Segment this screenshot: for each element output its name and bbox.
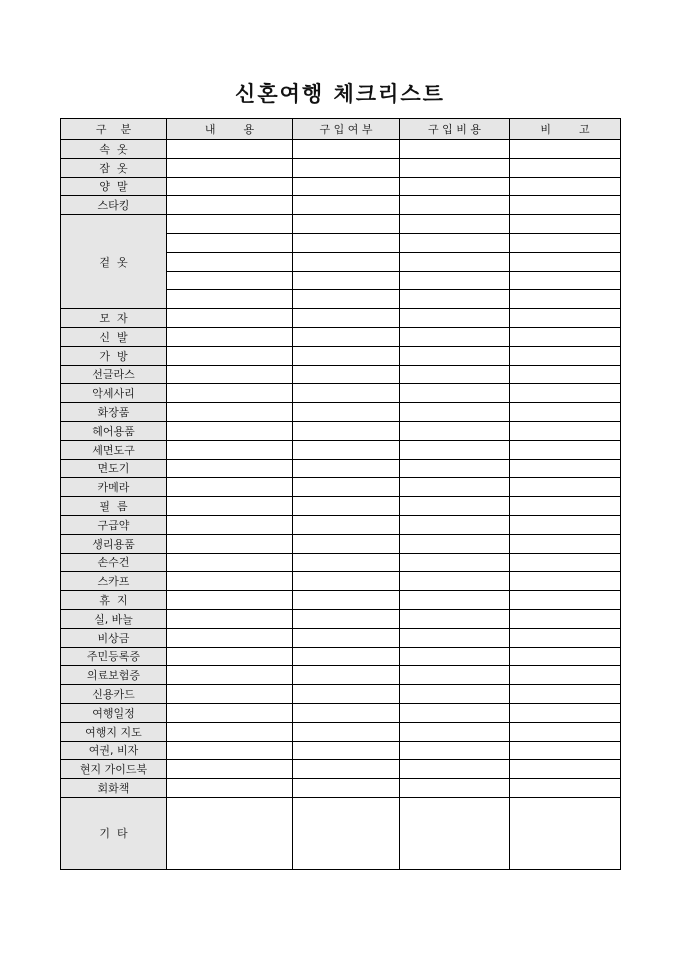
content-cell[interactable] <box>167 647 293 666</box>
notes-cell[interactable] <box>510 534 621 553</box>
notes-cell[interactable] <box>510 685 621 704</box>
cost-cell[interactable] <box>400 177 510 196</box>
notes-cell[interactable] <box>510 215 621 234</box>
header-cost: 구 입 비 용 <box>400 119 510 140</box>
purchased-cell[interactable] <box>293 685 400 704</box>
cost-cell[interactable] <box>400 760 510 779</box>
cost-cell[interactable] <box>400 252 510 271</box>
category-label: 악세사리 <box>61 384 167 403</box>
category-label: 양 말 <box>61 177 167 196</box>
purchased-cell[interactable] <box>293 158 400 177</box>
table-row <box>61 215 621 234</box>
cost-cell[interactable] <box>400 327 510 346</box>
content-cell[interactable] <box>167 497 293 516</box>
content-cell[interactable] <box>167 271 293 290</box>
table-row <box>61 403 621 422</box>
category-label: 가 방 <box>61 346 167 365</box>
notes-cell[interactable] <box>510 365 621 384</box>
content-cell[interactable] <box>167 177 293 196</box>
notes-cell[interactable] <box>510 327 621 346</box>
cost-cell[interactable] <box>400 440 510 459</box>
notes-cell[interactable] <box>510 290 621 309</box>
header-category: 구 분 <box>61 119 167 140</box>
cost-cell[interactable] <box>400 215 510 234</box>
purchased-cell[interactable] <box>293 609 400 628</box>
content-cell[interactable] <box>167 478 293 497</box>
table-row <box>61 628 621 647</box>
category-label: 실, 바늘 <box>61 609 167 628</box>
purchased-cell[interactable] <box>293 233 400 252</box>
content-cell[interactable] <box>167 609 293 628</box>
table-row <box>61 421 621 440</box>
category-label: 스타킹 <box>61 196 167 215</box>
notes-cell[interactable] <box>510 158 621 177</box>
cost-cell[interactable] <box>400 403 510 422</box>
cost-cell[interactable] <box>400 478 510 497</box>
purchased-cell[interactable] <box>293 384 400 403</box>
purchased-cell[interactable] <box>293 534 400 553</box>
notes-cell[interactable] <box>510 703 621 722</box>
purchased-cell[interactable] <box>293 497 400 516</box>
purchased-cell[interactable] <box>293 628 400 647</box>
notes-cell[interactable] <box>510 497 621 516</box>
table-row <box>61 459 621 478</box>
content-cell[interactable] <box>167 309 293 328</box>
cost-cell[interactable] <box>400 497 510 516</box>
cost-cell[interactable] <box>400 309 510 328</box>
category-label: 여권, 비자 <box>61 741 167 760</box>
category-label: 여행지 지도 <box>61 722 167 741</box>
notes-cell[interactable] <box>510 177 621 196</box>
notes-cell[interactable] <box>510 666 621 685</box>
category-label: 여행일정 <box>61 703 167 722</box>
content-cell[interactable] <box>167 534 293 553</box>
notes-cell[interactable] <box>510 553 621 572</box>
table-row <box>61 327 621 346</box>
cost-cell[interactable] <box>400 515 510 534</box>
category-label: 겉 옷 <box>61 215 167 309</box>
table-row <box>61 760 621 779</box>
table-row <box>61 553 621 572</box>
table-row <box>61 440 621 459</box>
content-cell[interactable] <box>167 779 293 798</box>
purchased-cell[interactable] <box>293 553 400 572</box>
content-cell[interactable] <box>167 797 293 869</box>
notes-cell[interactable] <box>510 403 621 422</box>
notes-cell[interactable] <box>510 722 621 741</box>
table-row <box>61 140 621 159</box>
content-cell[interactable] <box>167 158 293 177</box>
table-row <box>61 591 621 610</box>
cost-cell[interactable] <box>400 685 510 704</box>
cost-cell[interactable] <box>400 384 510 403</box>
category-label: 손수건 <box>61 553 167 572</box>
notes-cell[interactable] <box>510 440 621 459</box>
purchased-cell[interactable] <box>293 647 400 666</box>
cost-cell[interactable] <box>400 609 510 628</box>
cost-cell[interactable] <box>400 158 510 177</box>
content-cell[interactable] <box>167 403 293 422</box>
category-label: 기 타 <box>61 797 167 869</box>
purchased-cell[interactable] <box>293 666 400 685</box>
header-row <box>61 119 621 140</box>
content-cell[interactable] <box>167 553 293 572</box>
content-cell[interactable] <box>167 440 293 459</box>
category-label: 구급약 <box>61 515 167 534</box>
table-row <box>61 797 621 869</box>
purchased-cell[interactable] <box>293 177 400 196</box>
notes-cell[interactable] <box>510 459 621 478</box>
purchased-cell[interactable] <box>293 478 400 497</box>
content-cell[interactable] <box>167 384 293 403</box>
cost-cell[interactable] <box>400 591 510 610</box>
table-row <box>61 609 621 628</box>
content-cell[interactable] <box>167 233 293 252</box>
purchased-cell[interactable] <box>293 572 400 591</box>
notes-cell[interactable] <box>510 515 621 534</box>
cost-cell[interactable] <box>400 779 510 798</box>
content-cell[interactable] <box>167 628 293 647</box>
content-cell[interactable] <box>167 666 293 685</box>
table-row <box>61 497 621 516</box>
table-row <box>61 177 621 196</box>
notes-cell[interactable] <box>510 609 621 628</box>
purchased-cell[interactable] <box>293 365 400 384</box>
table-row <box>61 309 621 328</box>
cost-cell[interactable] <box>400 196 510 215</box>
category-label: 신용카드 <box>61 685 167 704</box>
cost-cell[interactable] <box>400 572 510 591</box>
purchased-cell[interactable] <box>293 591 400 610</box>
cost-cell[interactable] <box>400 140 510 159</box>
content-cell[interactable] <box>167 459 293 478</box>
category-label: 필 름 <box>61 497 167 516</box>
category-label: 잠 옷 <box>61 158 167 177</box>
notes-cell[interactable] <box>510 196 621 215</box>
table-row <box>61 534 621 553</box>
notes-cell[interactable] <box>510 647 621 666</box>
category-label: 휴 지 <box>61 591 167 610</box>
cost-cell[interactable] <box>400 666 510 685</box>
purchased-cell[interactable] <box>293 515 400 534</box>
table-row <box>61 685 621 704</box>
category-label: 신 발 <box>61 327 167 346</box>
category-label: 비상금 <box>61 628 167 647</box>
category-label: 세면도구 <box>61 440 167 459</box>
content-cell[interactable] <box>167 215 293 234</box>
table-row <box>61 158 621 177</box>
category-label: 속 옷 <box>61 140 167 159</box>
purchased-cell[interactable] <box>293 271 400 290</box>
cost-cell[interactable] <box>400 346 510 365</box>
category-label: 헤어용품 <box>61 421 167 440</box>
cost-cell[interactable] <box>400 233 510 252</box>
purchased-cell[interactable] <box>293 215 400 234</box>
content-cell[interactable] <box>167 515 293 534</box>
table-row <box>61 478 621 497</box>
notes-cell[interactable] <box>510 421 621 440</box>
table-row <box>61 666 621 685</box>
cost-cell[interactable] <box>400 271 510 290</box>
cost-cell[interactable] <box>400 741 510 760</box>
table-row <box>61 703 621 722</box>
content-cell[interactable] <box>167 252 293 271</box>
content-cell[interactable] <box>167 327 293 346</box>
content-cell[interactable] <box>167 722 293 741</box>
table-row <box>61 572 621 591</box>
category-label: 면도기 <box>61 459 167 478</box>
cost-cell[interactable] <box>400 797 510 869</box>
purchased-cell[interactable] <box>293 722 400 741</box>
checklist-table <box>60 118 621 870</box>
header-notes: 비 고 <box>510 119 621 140</box>
category-label: 회화책 <box>61 779 167 798</box>
purchased-cell[interactable] <box>293 290 400 309</box>
notes-cell[interactable] <box>510 140 621 159</box>
purchased-cell[interactable] <box>293 703 400 722</box>
content-cell[interactable] <box>167 591 293 610</box>
content-cell[interactable] <box>167 760 293 779</box>
notes-cell[interactable] <box>510 572 621 591</box>
cost-cell[interactable] <box>400 722 510 741</box>
content-cell[interactable] <box>167 421 293 440</box>
cost-cell[interactable] <box>400 703 510 722</box>
notes-cell[interactable] <box>510 797 621 869</box>
table-row <box>61 647 621 666</box>
purchased-cell[interactable] <box>293 140 400 159</box>
notes-cell[interactable] <box>510 779 621 798</box>
content-cell[interactable] <box>167 290 293 309</box>
cost-cell[interactable] <box>400 553 510 572</box>
cost-cell[interactable] <box>400 534 510 553</box>
purchased-cell[interactable] <box>293 797 400 869</box>
category-label: 화장품 <box>61 403 167 422</box>
table-row <box>61 722 621 741</box>
cost-cell[interactable] <box>400 628 510 647</box>
category-label: 스카프 <box>61 572 167 591</box>
content-cell[interactable] <box>167 572 293 591</box>
purchased-cell[interactable] <box>293 309 400 328</box>
content-cell[interactable] <box>167 741 293 760</box>
notes-cell[interactable] <box>510 384 621 403</box>
table-row <box>61 365 621 384</box>
purchased-cell[interactable] <box>293 421 400 440</box>
purchased-cell[interactable] <box>293 346 400 365</box>
content-cell[interactable] <box>167 196 293 215</box>
table-row <box>61 779 621 798</box>
cost-cell[interactable] <box>400 647 510 666</box>
notes-cell[interactable] <box>510 271 621 290</box>
content-cell[interactable] <box>167 346 293 365</box>
purchased-cell[interactable] <box>293 779 400 798</box>
notes-cell[interactable] <box>510 346 621 365</box>
content-cell[interactable] <box>167 140 293 159</box>
content-cell[interactable] <box>167 365 293 384</box>
category-label: 현지 가이드북 <box>61 760 167 779</box>
content-cell[interactable] <box>167 685 293 704</box>
notes-cell[interactable] <box>510 233 621 252</box>
notes-cell[interactable] <box>510 591 621 610</box>
notes-cell[interactable] <box>510 309 621 328</box>
purchased-cell[interactable] <box>293 403 400 422</box>
cost-cell[interactable] <box>400 459 510 478</box>
notes-cell[interactable] <box>510 760 621 779</box>
category-label: 생리용품 <box>61 534 167 553</box>
category-label: 의료보험증 <box>61 666 167 685</box>
table-row <box>61 741 621 760</box>
notes-cell[interactable] <box>510 628 621 647</box>
notes-cell[interactable] <box>510 252 621 271</box>
header-purchased: 구 입 여 부 <box>293 119 400 140</box>
purchased-cell[interactable] <box>293 440 400 459</box>
purchased-cell[interactable] <box>293 760 400 779</box>
cost-cell[interactable] <box>400 290 510 309</box>
header-content: 내 용 <box>167 119 293 140</box>
cost-cell[interactable] <box>400 365 510 384</box>
purchased-cell[interactable] <box>293 196 400 215</box>
category-label: 카메라 <box>61 478 167 497</box>
notes-cell[interactable] <box>510 478 621 497</box>
category-label: 모 자 <box>61 309 167 328</box>
purchased-cell[interactable] <box>293 252 400 271</box>
table-row <box>61 384 621 403</box>
category-label: 주민등록증 <box>61 647 167 666</box>
page-title: 신혼여행 체크리스트 <box>235 81 445 106</box>
category-label: 선글라스 <box>61 365 167 384</box>
table-row <box>61 196 621 215</box>
purchased-cell[interactable] <box>293 459 400 478</box>
table-row <box>61 346 621 365</box>
cost-cell[interactable] <box>400 421 510 440</box>
purchased-cell[interactable] <box>293 741 400 760</box>
content-cell[interactable] <box>167 703 293 722</box>
table-row <box>61 515 621 534</box>
purchased-cell[interactable] <box>293 327 400 346</box>
notes-cell[interactable] <box>510 741 621 760</box>
